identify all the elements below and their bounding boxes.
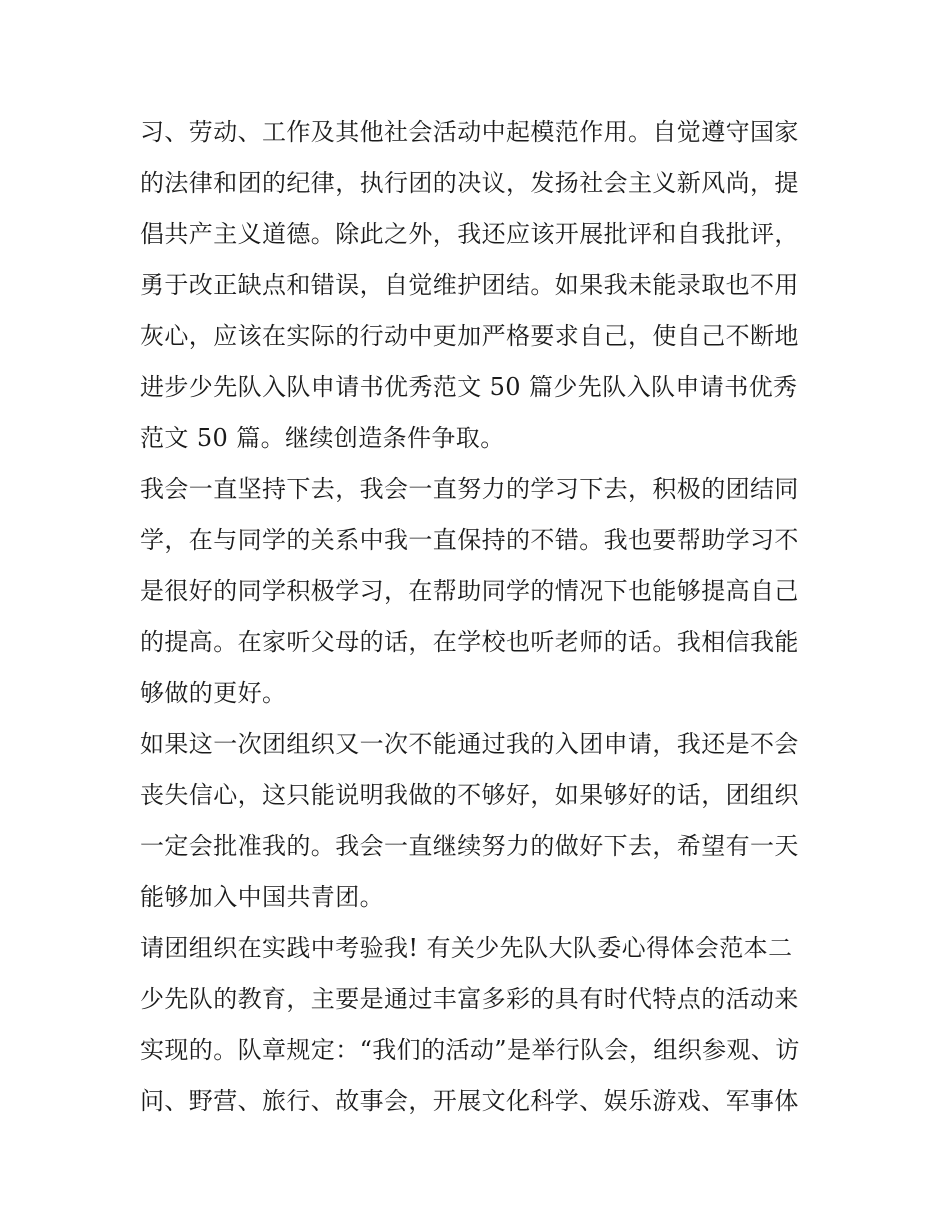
text-line: 够做的更好。 xyxy=(140,679,287,707)
text-line: 勇于改正缺点和错误，自觉维护团结。如果我未能录取也不用 xyxy=(140,271,799,299)
text-line: 我会一直坚持下去，我会一直努力的学习下去，积极的团结同 xyxy=(140,475,799,503)
text-line: 请团组织在实践中考验我! 有关少先队大队委心得体会范本二 xyxy=(140,934,793,962)
text-line: 丧失信心，这只能说明我做的不够好，如果够好的话，团组织 xyxy=(140,781,799,809)
text-line: 范文 50 篇。继续创造条件争取。 xyxy=(140,424,505,452)
text-line: 的提高。在家听父母的话，在学校也听老师的话。我相信我能 xyxy=(140,628,799,656)
text-line: 少先队的教育，主要是通过丰富多彩的具有时代特点的活动来 xyxy=(140,985,799,1013)
body-text xyxy=(140,107,820,1127)
text-line: 实现的。队章规定：“我们的活动”是举行队会，组织参观、访 xyxy=(140,1036,800,1064)
text-line: 能够加入中国共青团。 xyxy=(140,883,384,911)
text-line: 的法律和团的纪律，执行团的决议，发扬社会主义新风尚，提 xyxy=(140,169,799,197)
text-line: 进步少先队入队申请书优秀范文 50 篇少先队入队申请书优秀 xyxy=(140,373,798,401)
text-line: 如果这一次团组织又一次不能通过我的入团申请，我还是不会 xyxy=(140,730,799,758)
text-line: 一定会批准我的。我会一直继续努力的做好下去，希望有一天 xyxy=(140,832,799,860)
text-line: 是很好的同学积极学习，在帮助同学的情况下也能够提高自己 xyxy=(140,577,799,605)
text-line: 习、劳动、工作及其他社会活动中起模范作用。自觉遵守国家 xyxy=(140,118,799,146)
text-line: 灰心，应该在实际的行动中更加严格要求自己，使自己不断地 xyxy=(140,322,799,350)
text-line: 倡共产主义道德。除此之外，我还应该开展批评和自我批评， xyxy=(140,220,799,248)
text-line: 学，在与同学的关系中我一直保持的不错。我也要帮助学习不 xyxy=(140,526,799,554)
text-line: 问、野营、旅行、故事会，开展文化科学、娱乐游戏、军事体 xyxy=(140,1087,799,1115)
